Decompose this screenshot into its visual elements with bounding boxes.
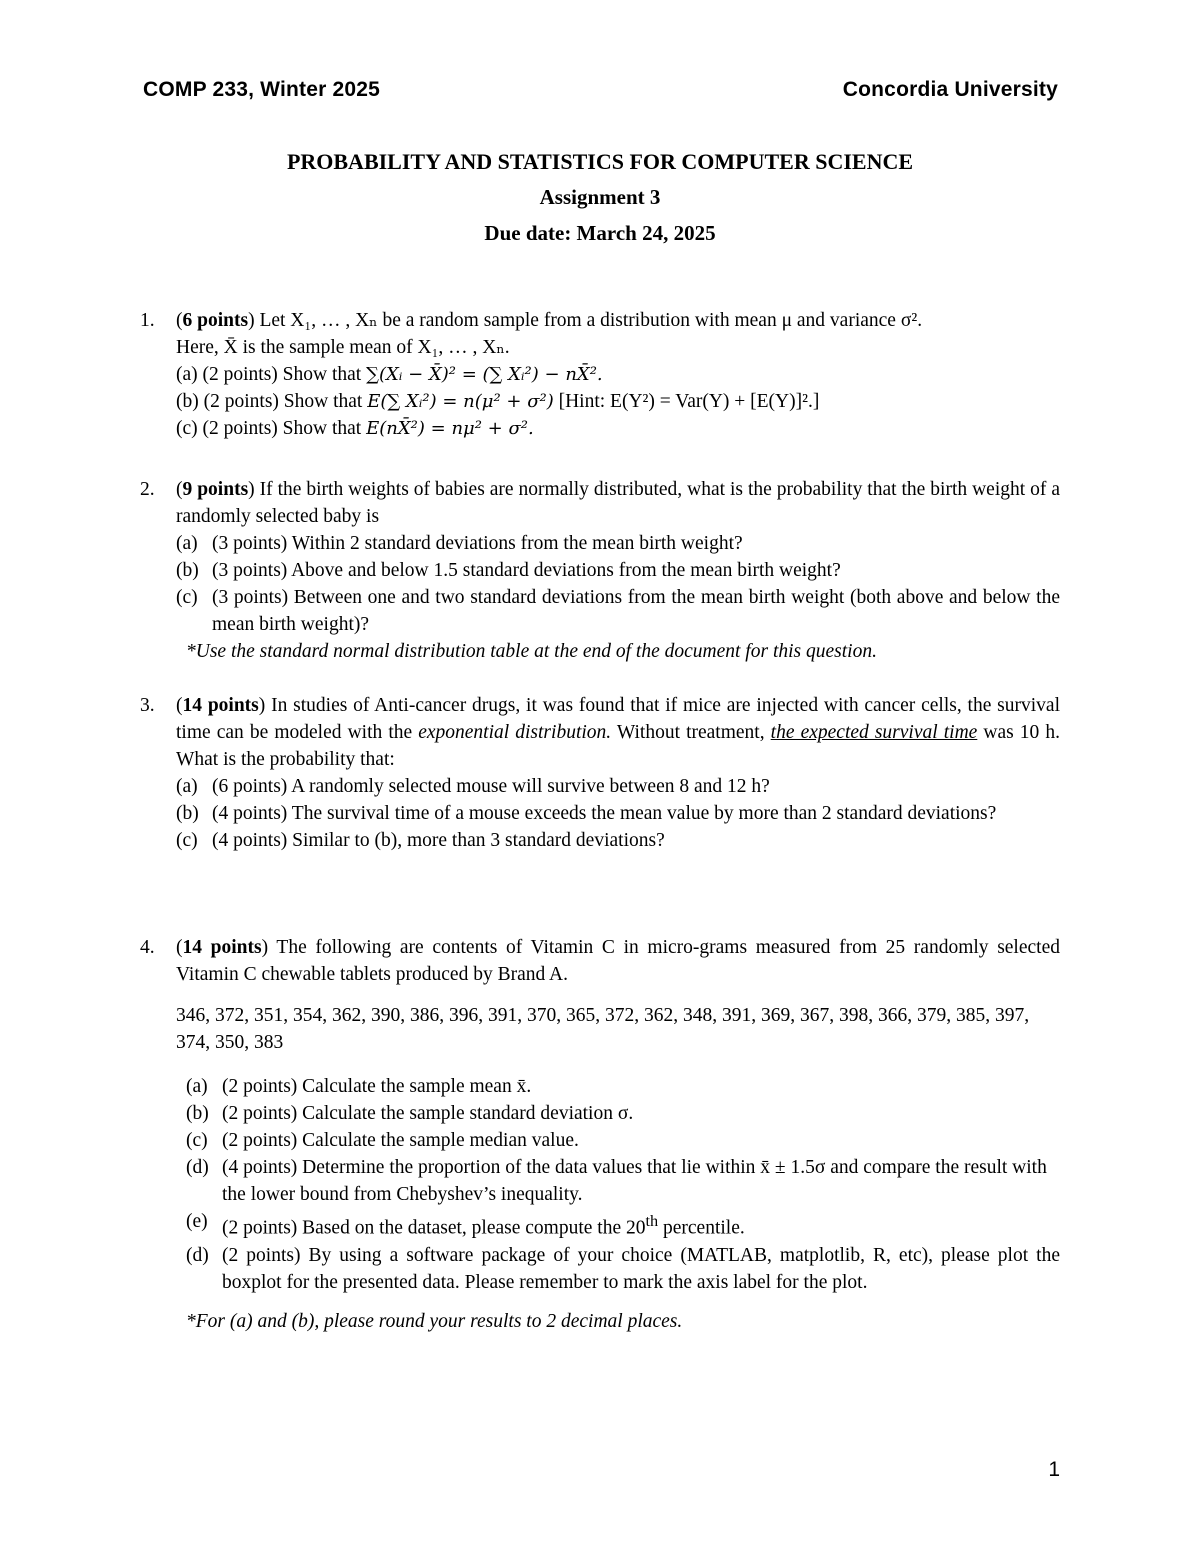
q3-part-b [176,800,1060,827]
part-label: (b) [186,1103,209,1124]
part-text: (4 points) Determine the proportion of the data values that lie within x̄ ± 1.5σ and compare the result with the lower bound from Chebyshev’s inequality. [222,1157,1047,1205]
part-text: percentile. [658,1217,745,1239]
question-number: 4. [140,937,155,958]
q4-part-f [186,1242,1060,1296]
part-label: (a) [176,533,198,554]
question-4 [140,934,1060,1335]
part-label: (a) (2 points) Show that [176,364,367,385]
part-label: (c) (2 points) Show that [176,418,367,439]
part-label: (a) [176,776,198,797]
superscript: th [645,1212,659,1230]
q3-part-a [176,773,1060,800]
q1-line1: Let X₁, … , Xₙ be a random sample from a distribution with mean μ and variance σ². [259,310,923,331]
question-3 [140,692,1060,854]
q4-part-c [186,1127,1060,1154]
part-label: (c) [176,587,198,608]
question-1-intro: (6 points) Let X₁, … , Xₙ be a random sample from a distribution with mean μ and variance σ². [176,310,923,331]
question-number: 1. [140,310,155,331]
equation: ∑(Xᵢ − X̄)² = (∑ Xᵢ²) − nX̄². [366,364,603,385]
intro-text: Without treatment, [611,722,771,743]
points-label: 6 points [182,310,249,331]
part-text: (2 points) Calculate the sample standard deviation σ. [222,1103,634,1124]
question-number: 3. [140,695,155,716]
equation: E(∑ Xᵢ²) = n(μ² + σ²) [367,391,554,412]
part-label: (d) [186,1157,209,1178]
underlined-text: the expected survival time [770,722,978,743]
q4-part-a [186,1073,1060,1100]
part-label: (c) [186,1130,208,1151]
points-label: 14 points [182,937,262,958]
q3-part-c [176,827,1060,854]
intro-text: In studies of Anti-cancer drugs, it was found that if mice are injected with cancer cells, the survival time can be modeled with the [176,695,1060,743]
q4-part-d [186,1154,1060,1208]
part-text: (2 points) By using a software package of your choice (MATLAB, matplotlib, R, etc), please plot the boxplot for the presented data. Please remember to mark the axis label for the plot. [222,1244,1060,1293]
points-label: 9 points [182,479,249,500]
part-text: (4 points) Similar to (b), more than 3 standard deviations? [212,830,665,851]
assignment-title: Assignment 3 [539,185,661,209]
q1-part-a [176,361,1060,388]
page-number: 1 [1048,1458,1060,1481]
part-text: (2 points) Calculate the sample median value. [222,1130,579,1151]
part-text: (6 points) A randomly selected mouse will survive between 8 and 12 h? [212,776,770,797]
part-text: (2 points) Based on the dataset, please compute the 20 [222,1217,646,1239]
part-label: (a) [186,1076,208,1097]
part-text: (2 points) Calculate the sample mean x̄. [222,1076,532,1097]
q1-part-c [176,415,1060,442]
part-text: (3 points) Between one and two standard deviations from the mean birth weight (both above and below the mean birth weight)? [212,587,1060,635]
part-text: (3 points) Above and below 1.5 standard deviations from the mean birth weight? [212,560,841,581]
question-1 [140,307,1060,442]
question-3-intro: (14 points) In studies of Anti-cancer drugs, it was found that if mice are injected with cancer cells, the survival time can be modeled with the exponential distribution. Without treatment, the expected survival time was 10 h. What is the probability that: [176,695,1060,770]
q4-note: *For (a) and (b), please round your results to 2 decimal places. [186,1310,683,1332]
q2-part-c [176,584,1060,638]
question-2-intro: (9 points) If the birth weights of babies are normally distributed, what is the probability that the birth weight of a randomly selected baby is [176,479,1060,527]
q4-part-e [186,1208,1060,1242]
points-label: 14 points [182,695,259,716]
q4-parts [176,1073,1060,1296]
due-date: Due date: March 24, 2025 [484,221,716,245]
q1-line2: Here, X̄ is the sample mean of X₁, … , Xₙ. [176,337,510,358]
q2-part-b [176,557,1060,584]
hint: [Hint: E(Y²) = Var(Y) + [E(Y)]².] [553,391,820,412]
university-header: Concordia University [842,78,1058,101]
question-2 [140,476,1060,665]
part-label: (e) [186,1211,208,1232]
part-label: (b) [176,560,199,581]
intro-text: was 10 h. What is the probability that: [176,722,1060,770]
question-number: 2. [140,479,155,500]
part-label: (b) [176,803,199,824]
q2-part-a [176,530,1060,557]
q1-part-b [176,388,1060,415]
q4-part-b [186,1100,1060,1127]
question-4-intro: (14 points) The following are contents of Vitamin C in micro-grams measured from 25 randomly selected Vitamin C chewable tablets produced by Brand A. [176,937,1060,985]
part-label: (b) (2 points) Show that [176,391,368,412]
q2-note: *Use the standard normal distribution table at the end of the document for this question. [186,641,877,662]
course-header: COMP 233, Winter 2025 [143,78,381,101]
emphasis-text: exponential distribution. [418,722,612,743]
vitamin-c-data: 346, 372, 351, 354, 362, 390, 386, 396, 391, 370, 365, 372, 362, 348, 391, 369, 367, 398, 366, 379, 385, 397, 374, 350, 383 [176,1005,1030,1053]
intro-text: If the birth weights of babies are normally distributed, what is the probability that the birth weight of a randomly selected baby is [176,479,1060,527]
intro-text: The following are contents of Vitamin C in micro-grams measured from 25 randomly selected Vitamin C chewable tablets produced by Brand A. [176,937,1060,985]
part-text: (4 points) The survival time of a mouse exceeds the mean value by more than 2 standard deviations? [212,803,997,824]
equation: E(nX̄²) = nμ² + σ². [366,418,534,439]
part-label: (c) [176,830,198,851]
document-title: PROBABILITY AND STATISTICS FOR COMPUTER SCIENCE [286,149,914,174]
part-label: (d) [186,1244,209,1266]
part-text: (3 points) Within 2 standard deviations from the mean birth weight? [212,533,743,554]
